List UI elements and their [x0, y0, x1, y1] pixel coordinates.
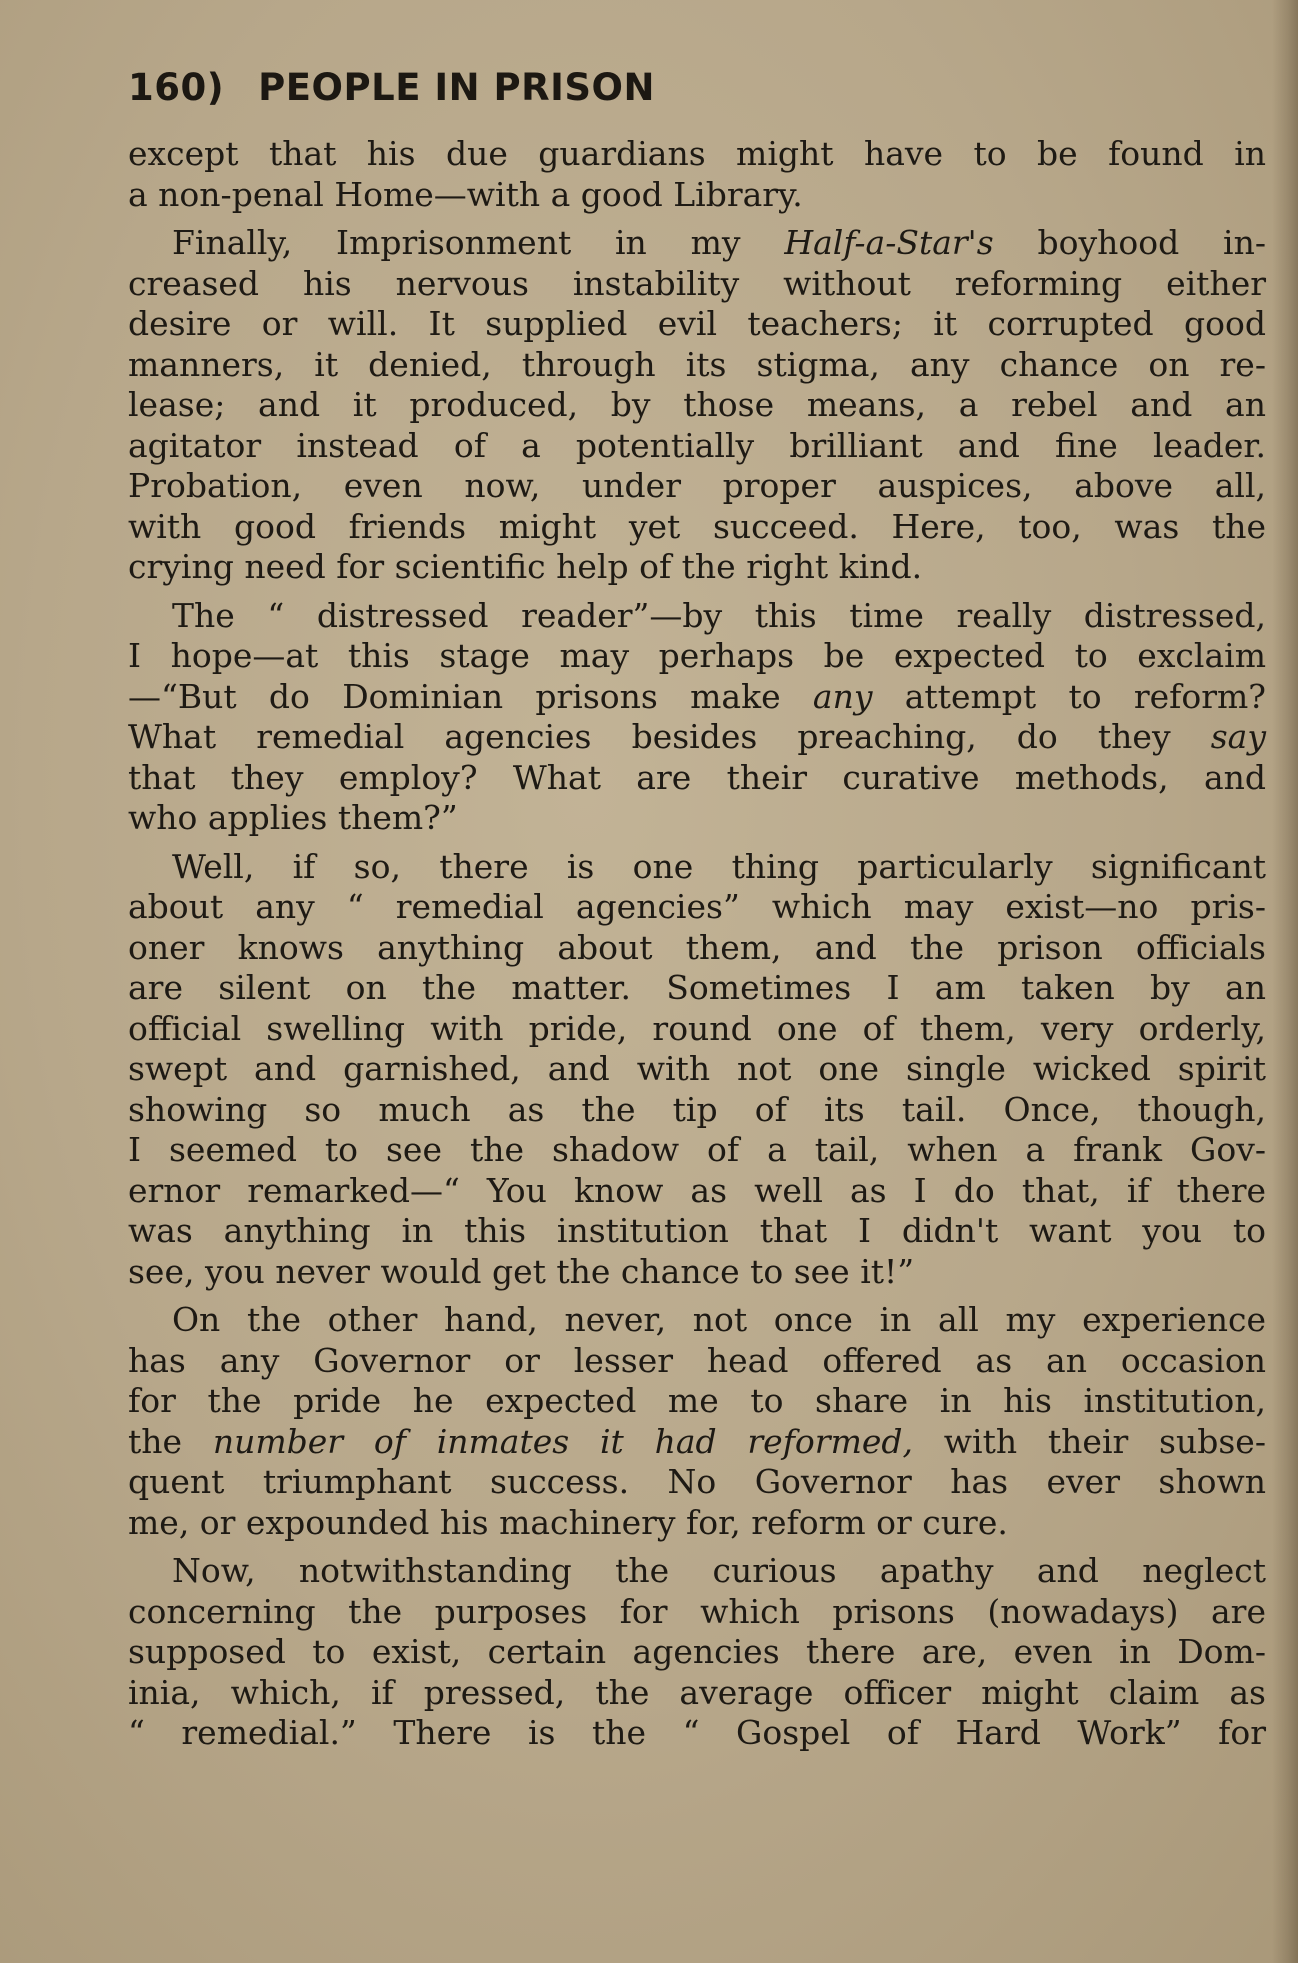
text-line: [128, 1632, 1266, 1673]
text-run: are silent on the matter. Sometimes I am taken by an: [128, 968, 1266, 1007]
text-run: concerning the purposes for which prisons (nowadays) are: [128, 1591, 1266, 1631]
text-run: showing so much as the tip of its tail. Once, though,: [128, 1089, 1266, 1129]
text-run: supposed to exist, certain agencies there are, even in Dom-: [128, 1632, 1266, 1671]
text-line: [128, 758, 1266, 799]
text-line: [128, 547, 1266, 588]
text-line: [128, 507, 1266, 548]
text-run: Now, notwithstanding the curious apathy and neglect: [172, 1551, 1266, 1590]
text-run: with good friends might yet succeed. Here, too, was the: [128, 506, 1266, 546]
italic-text: Half-a-Star's: [784, 223, 994, 262]
text-line: [128, 596, 1266, 637]
text-run: crying need for scientific help of the right kind.: [128, 547, 923, 586]
text-line: [128, 385, 1266, 426]
text-line: [128, 887, 1266, 928]
text-run: attempt to reform?: [872, 676, 1266, 716]
text-run: me, or expounded his machinery for, reform or cure.: [128, 1502, 1008, 1542]
paragraph: [128, 847, 1266, 1293]
text-line: [128, 1090, 1266, 1131]
text-line: [128, 1462, 1266, 1503]
body-text: [128, 134, 1266, 1762]
text-run: manners, it denied, through its stigma, any chance on re-: [128, 344, 1266, 384]
text-line: [128, 1381, 1266, 1422]
text-line: [128, 466, 1266, 507]
text-run: swept and garnished, and with not one single wicked spirit: [128, 1049, 1266, 1088]
text-run: the: [128, 1421, 213, 1461]
text-run: Finally, Imprisonment in my: [172, 223, 785, 262]
text-line: [128, 1592, 1266, 1633]
text-run: quent triumphant success. No Governor has ever shown: [128, 1462, 1266, 1501]
text-run: that they employ? What are their curative methods, and: [128, 757, 1266, 797]
text-line: [128, 677, 1266, 718]
text-run: except that his due guardians might have to be found in: [128, 134, 1266, 173]
text-run: desire or will. It supplied evil teachers; it corrupted good: [128, 304, 1266, 343]
text-line: [128, 1673, 1266, 1714]
text-line: [128, 1713, 1266, 1754]
text-run: The “ distressed reader”—by this time really distressed,: [172, 595, 1266, 635]
text-run: was anything in this institution that I didn't want you to: [128, 1211, 1266, 1250]
text-run: with their subse-: [913, 1421, 1266, 1461]
text-line: [128, 1300, 1266, 1341]
running-title: PEOPLE IN PRISON: [258, 66, 655, 109]
text-run: has any Governor or lesser head offered as an occasion: [128, 1340, 1266, 1380]
text-run: about any “ remedial agencies” which may exist—no pris-: [128, 887, 1266, 926]
paragraph: [128, 223, 1266, 588]
text-run: for the pride he expected me to share in his institution,: [128, 1381, 1266, 1420]
text-line: [128, 1009, 1266, 1050]
text-run: ernor remarked—“ You know as well as I do that, if there: [128, 1170, 1266, 1210]
text-line: [128, 636, 1266, 677]
text-run: agitator instead of a potentially brilliant and fine leader.: [128, 425, 1266, 465]
text-line: [128, 717, 1266, 758]
page-number: 160): [128, 66, 225, 109]
italic-text: number of inmates it had reformed,: [212, 1421, 914, 1461]
paragraph: [128, 1551, 1266, 1754]
text-line: [128, 1551, 1266, 1592]
text-run: inia, which, if pressed, the average officer might claim as: [128, 1672, 1266, 1712]
text-run: boyhood in-: [993, 223, 1266, 262]
italic-text: any: [812, 676, 873, 716]
text-run: What remedial agencies besides preaching, do they: [128, 717, 1211, 756]
page-gutter-shadow: [1272, 0, 1298, 1963]
text-line: [128, 1503, 1266, 1544]
text-line: [128, 426, 1266, 467]
text-line: [128, 847, 1266, 888]
text-line: [128, 1171, 1266, 1212]
text-run: official swelling with pride, round one of them, very orderly,: [128, 1008, 1266, 1048]
italic-text: say: [1210, 717, 1266, 756]
text-line: [128, 345, 1266, 386]
text-run: On the other hand, never, not once in all my experience: [172, 1300, 1266, 1339]
text-run: Well, if so, there is one thing particularly significant: [172, 846, 1266, 886]
text-line: [128, 1211, 1266, 1252]
text-run: oner knows anything about them, and the prison officials: [128, 927, 1266, 967]
text-line: [128, 1130, 1266, 1171]
text-line: [128, 264, 1266, 305]
text-run: Probation, even now, under proper auspices, above all,: [128, 466, 1266, 505]
text-line: [128, 304, 1266, 345]
text-run: I hope—at this stage may perhaps be expected to exclaim: [128, 636, 1266, 675]
paragraph: [128, 134, 1266, 215]
text-line: [128, 1049, 1266, 1090]
text-line: [128, 175, 1266, 216]
text-run: creased his nervous instability without reforming either: [128, 263, 1266, 303]
text-line: [128, 1341, 1266, 1382]
running-header: [128, 66, 655, 109]
text-line: [128, 928, 1266, 969]
paragraph: [128, 1300, 1266, 1543]
text-run: lease; and it produced, by those means, a rebel and an: [128, 385, 1266, 424]
text-run: see, you never would get the chance to see it!”: [128, 1251, 915, 1291]
text-run: who applies them?”: [128, 798, 458, 837]
text-line: [128, 968, 1266, 1009]
text-line: [128, 798, 1266, 839]
text-run: I seemed to see the shadow of a tail, when a frank Gov-: [128, 1130, 1266, 1169]
paragraph: [128, 596, 1266, 839]
text-line: [128, 223, 1266, 264]
text-run: a non-penal Home—with a good Library.: [128, 174, 803, 214]
text-line: [128, 1422, 1266, 1463]
text-run: “ remedial.” There is the “ Gospel of Hard Work” for: [128, 1713, 1266, 1752]
text-run: —“But do Dominian prisons make: [128, 676, 813, 716]
text-line: [128, 1252, 1266, 1293]
text-line: [128, 134, 1266, 175]
